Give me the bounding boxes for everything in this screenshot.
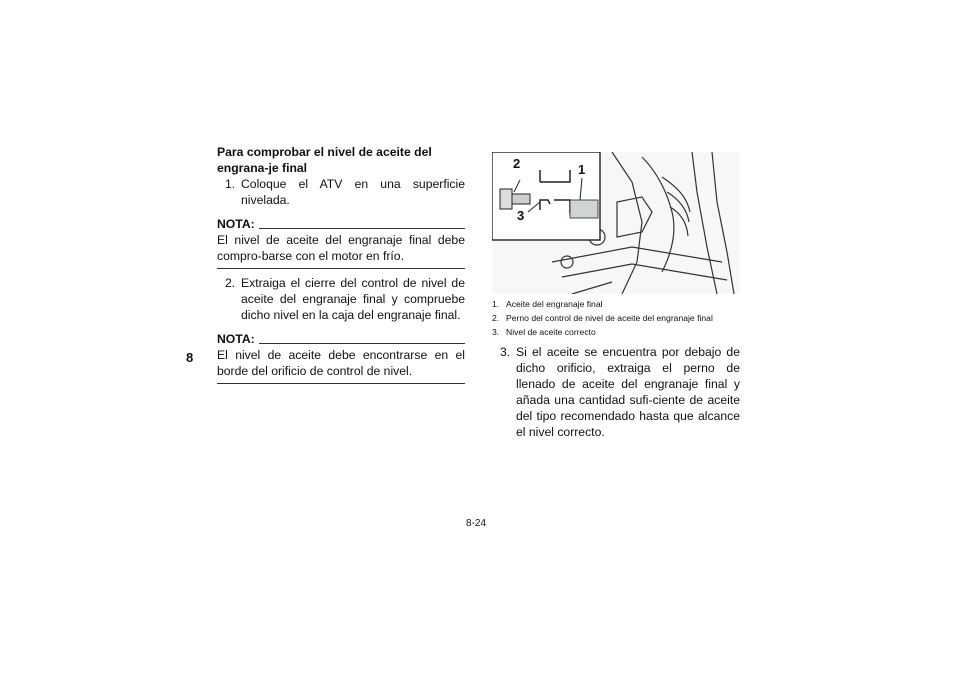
illustration-svg [492, 152, 740, 294]
caption-text: Perno del control de nivel de aceite del engranaje final [506, 313, 713, 323]
note-label: NOTA: [217, 332, 255, 346]
step-text: Coloque el ATV en una superficie nivelada. [241, 177, 465, 207]
note-label: NOTA: [217, 217, 255, 231]
note-text: El nivel de aceite del engranaje final debe compro-barse con el motor en frío. [217, 233, 465, 263]
step-number: 2. [225, 276, 236, 290]
callout-3: 3 [517, 208, 525, 223]
note-divider [217, 383, 465, 384]
step-1 [217, 176, 465, 208]
step-text: Si el aceite se encuentra por debajo de dicho orificio, extraiga el perno de llenado de aceite del engranaje final y añada una cantidad sufi-ciente de aceite del tipo recomendado hasta que alcance el nivel correcto. [516, 345, 740, 439]
note-rule [259, 228, 465, 229]
caption-text: Nivel de aceite correcto [506, 327, 596, 337]
caption-item [492, 311, 762, 325]
step-number: 1. [225, 177, 236, 191]
gear-case-illustration [492, 152, 740, 294]
note-rule [259, 343, 465, 344]
left-column [217, 144, 465, 390]
caption-number: 1. [492, 299, 500, 309]
right-column [492, 344, 740, 440]
note-text: El nivel de aceite debe encontrarse en el borde del orificio de control de nivel. [217, 348, 465, 378]
step-text: Extraiga el cierre del control de nivel de aceite del engranaje final y compruebe dicho nivel en la caja del engranaje final. [241, 276, 465, 322]
figure-captions [492, 297, 762, 339]
caption-number: 3. [492, 327, 500, 337]
caption-item [492, 325, 762, 339]
caption-item [492, 297, 762, 311]
note-header [217, 216, 465, 232]
caption-number: 2. [492, 313, 500, 323]
note-divider [217, 268, 465, 269]
note-box-2 [217, 331, 465, 384]
frame-tube-outline [692, 152, 717, 294]
page-number: 8-24 [466, 518, 487, 529]
callout-2: 2 [513, 156, 521, 171]
step-3 [492, 344, 740, 440]
note-box-1 [217, 216, 465, 269]
step-2 [217, 275, 465, 323]
shaft-boot-outline [642, 157, 674, 272]
chapter-tab [180, 175, 210, 490]
section-heading: Para comprobar el nivel de aceite del engrana-je final [217, 145, 432, 175]
callout-1: 1 [578, 162, 586, 177]
chapter-number: 8 [186, 350, 194, 365]
caption-text: Aceite del engranaje final [506, 299, 603, 309]
step-number: 3. [500, 345, 511, 359]
note-header [217, 331, 465, 347]
